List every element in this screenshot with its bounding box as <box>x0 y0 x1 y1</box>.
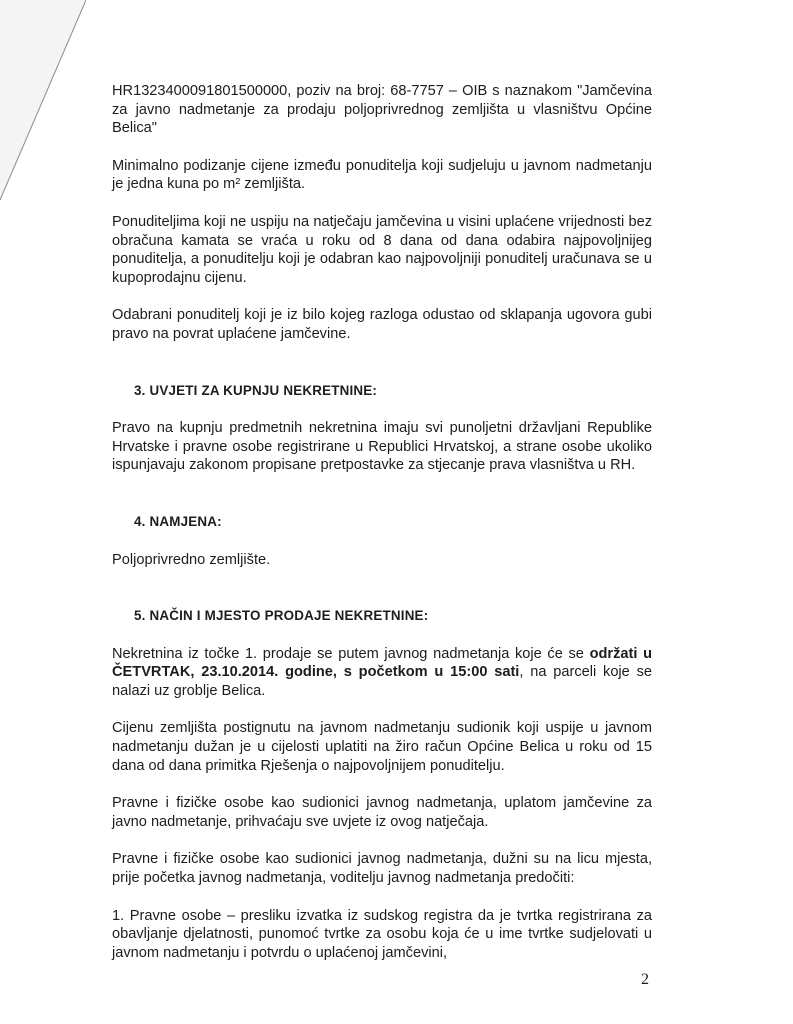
paragraph-deposit-refund: Ponuditeljima koji ne uspiju na natječaju jamčevina u visini uplaćene vrijednosti bez obračuna kamata se vraća u roku od 8 dana od dana odabira najpovoljnijeg ponuditelja, a ponuditelju koji je odabran kao najpovoljniji ponuditelj uračunava se u kupoprodajnu cijenu. <box>112 213 652 286</box>
document-page <box>112 82 652 962</box>
paragraph-payment-terms: Cijenu zemljišta postignutu na javnom nadmetanju sudionik koji uspije u javnom nadmetanju dužan je u cijelosti uplatiti na žiro račun Općine Belica u roku od 15 dana od dana primitka Rješenja o najpovoljnijem ponuditelju. <box>112 720 652 774</box>
auction-text-start: Nekretnina iz točke 1. prodaje se putem javnog nadmetanja koje će se <box>112 645 590 662</box>
section-heading-5: 5. NAČIN I MJESTO PRODAJE NEKRETNINE: <box>134 608 429 624</box>
section-heading-4: 4. NAMJENA: <box>134 513 222 529</box>
section-heading-3: 3. UVJETI ZA KUPNJU NEKRETNINE: <box>134 382 378 398</box>
paragraph-deposit-forfeit: Odabrani ponuditelj koji je iz bilo kojeg razloga odustao od sklapanja ugovora gubi pravo na povrat uplaćene jamčevine. <box>112 307 652 342</box>
auction-text-end: , na parceli koje se nalazi uz groblje Belica. <box>112 664 652 699</box>
paragraph-required-documents: Pravne i fizičke osobe kao sudionici javnog nadmetanja, dužni su na licu mjesta, prije početka javnog nadmetanja, voditelju javnog nadmetanja predočiti: <box>112 851 652 887</box>
auction-date-bold: održati u ČETVRTAK, 23.10.2014. godine, s početkom u 15:00 sati <box>112 645 652 681</box>
paragraph-land-purpose: Poljoprivredno zemljište. <box>112 551 271 568</box>
paragraph-legal-entities: 1. Pravne osobe – presliku izvatka iz sudskog registra da je tvrtka registrirana za obavljanje djelatnosti, punomoć tvrtke za osobu koja će u ime tvrtke sudjelovati u javnom nadmetanju i potvrdu o uplaćenoj jamčevini, <box>112 907 652 961</box>
paragraph-acceptance: Pravne i fizičke osobe kao sudionici javnog nadmetanja, uplatom jamčevine za javno nadmetanje, prihvaćaju sve uvjete iz ovog natječaja. <box>112 795 652 830</box>
page-number: 2 <box>641 971 649 988</box>
paragraph-bank-account: HR1323400091801500000, poziv na broj: 68-7757 – OIB s naznakom "Jamčevina za javno nadmetanje za prodaju poljoprivrednog zemljišta u vlasništvu Općine Belica" <box>112 83 652 137</box>
page-fold-edge <box>0 0 86 200</box>
paragraph-purchase-conditions: Pravo na kupnju predmetnih nekretnina imaju svi punoljetni državljani Republike Hrvatske i pravne osobe registrirane u Republici Hrvatskoj, a strane osobe ukoliko ispunjavaju zakonom propisane pretpostavke za stjecanje prava vlasništva u RH. <box>112 420 652 474</box>
paragraph-auction-date <box>112 645 652 701</box>
paragraph-min-bid-increment: Minimalno podizanje cijene između ponuditelja koji sudjeluju u javnom nadmetanju je jedna kuna po m² zemljišta. <box>112 157 652 193</box>
